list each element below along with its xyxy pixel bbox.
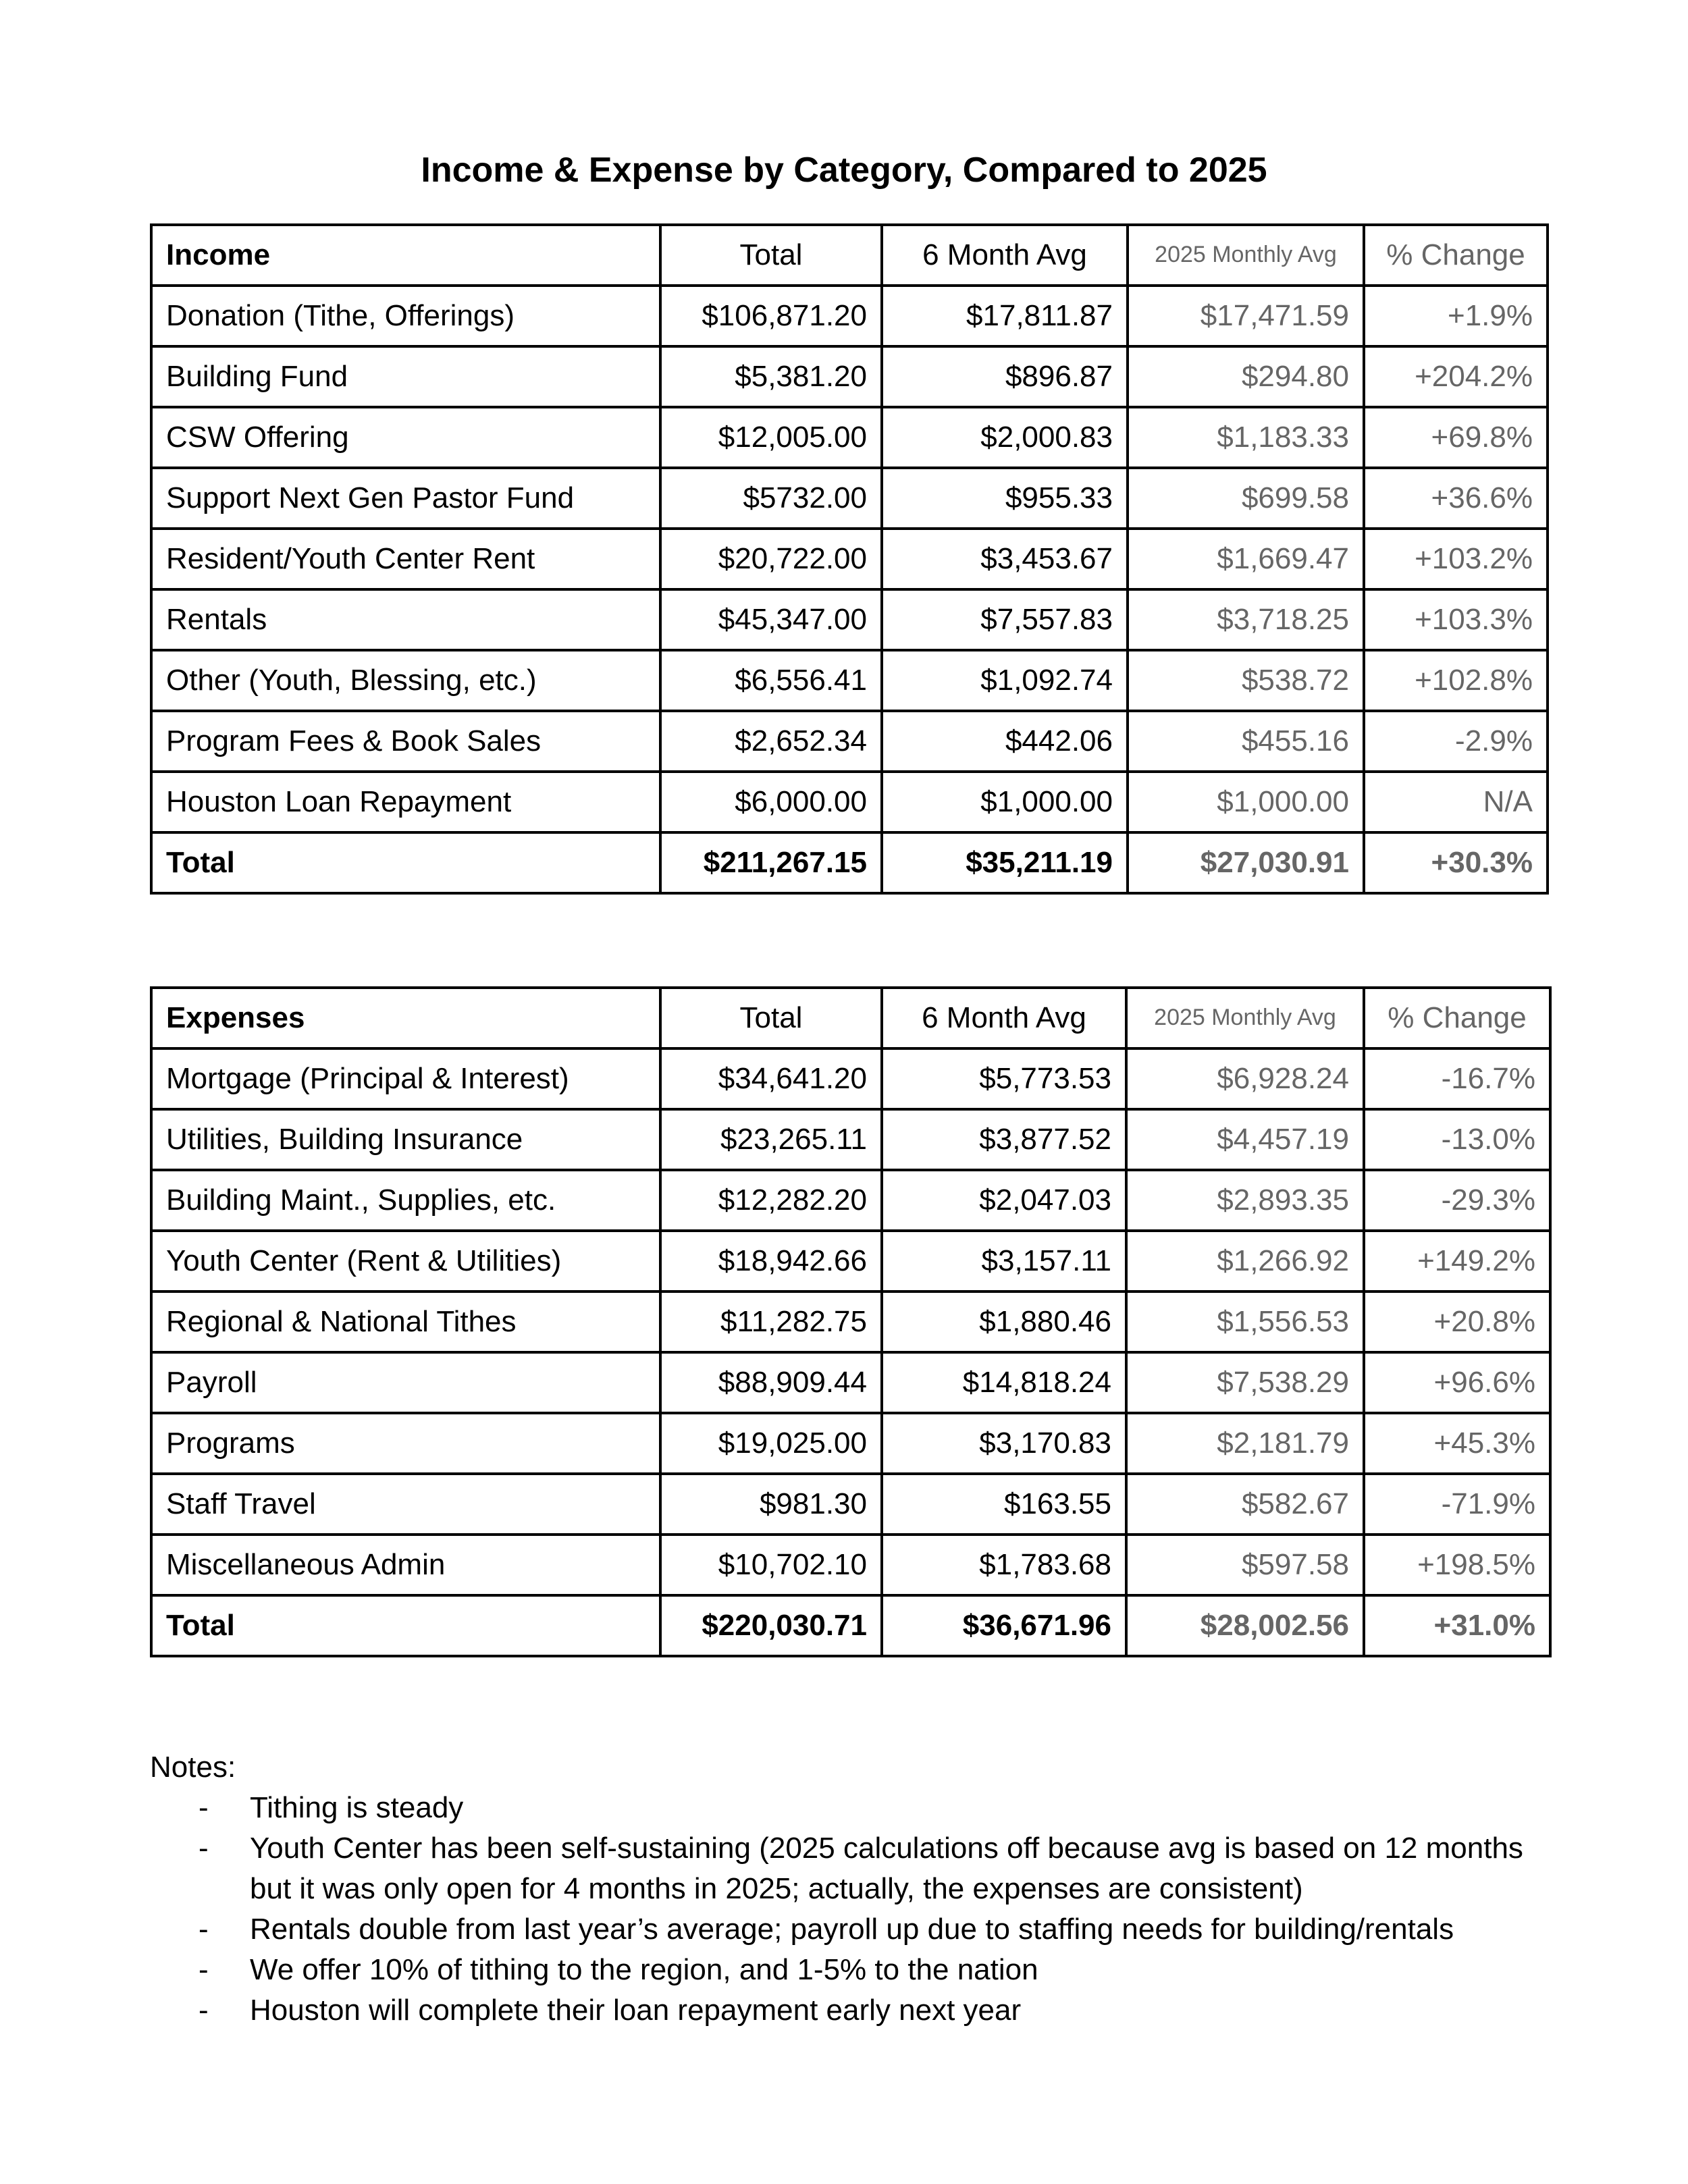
percent-change-cell: +198.5%	[1364, 1535, 1550, 1595]
six-month-avg-cell: $896.87	[882, 346, 1128, 407]
six-month-avg-cell: $1,092.74	[882, 650, 1128, 711]
percent-change-cell: +1.9%	[1364, 286, 1548, 346]
table-row	[151, 529, 1548, 589]
percent-change-cell: +103.3%	[1364, 589, 1548, 650]
prev-monthly-avg-cell: $582.67	[1126, 1474, 1364, 1535]
six-month-avg-cell: $442.06	[882, 711, 1128, 772]
table-row	[151, 1291, 1550, 1352]
category-cell: Total	[151, 1595, 660, 1656]
category-cell: Program Fees & Book Sales	[151, 711, 660, 772]
category-cell: Staff Travel	[151, 1474, 660, 1535]
total-cell: $12,282.20	[660, 1170, 882, 1231]
table-row	[151, 1474, 1550, 1535]
category-cell: Total	[151, 832, 660, 893]
category-cell: Other (Youth, Blessing, etc.)	[151, 650, 660, 711]
total-cell: $220,030.71	[660, 1595, 882, 1656]
prev-monthly-avg-cell: $699.58	[1128, 468, 1364, 529]
six-month-avg-cell: $7,557.83	[882, 589, 1128, 650]
total-cell: $2,652.34	[660, 711, 882, 772]
six-month-avg-cell: $3,453.67	[882, 529, 1128, 589]
six-month-avg-cell: $1,000.00	[882, 772, 1128, 832]
prev-monthly-avg-cell: $1,000.00	[1128, 772, 1364, 832]
table-header-row	[151, 988, 1550, 1048]
category-cell: Expenses	[151, 988, 660, 1048]
six-month-avg-cell: $163.55	[882, 1474, 1126, 1535]
category-cell: Youth Center (Rent & Utilities)	[151, 1231, 660, 1291]
note-bullet: -	[199, 1791, 209, 1824]
total-cell: Total	[660, 988, 882, 1048]
total-cell: $981.30	[660, 1474, 882, 1535]
prev-monthly-avg-cell: $2,893.35	[1126, 1170, 1364, 1231]
percent-change-cell: +149.2%	[1364, 1231, 1550, 1291]
total-cell: $34,641.20	[660, 1048, 882, 1109]
category-cell: Mortgage (Principal & Interest)	[151, 1048, 660, 1109]
income-table	[150, 223, 1549, 895]
percent-change-cell: -16.7%	[1364, 1048, 1550, 1109]
table-row	[151, 1231, 1550, 1291]
table-header-row	[151, 225, 1548, 286]
prev-monthly-avg-cell: $3,718.25	[1128, 589, 1364, 650]
expense-table	[150, 986, 1552, 1657]
percent-change-cell: +20.8%	[1364, 1291, 1550, 1352]
prev-monthly-avg-cell: $597.58	[1126, 1535, 1364, 1595]
note-text: Tithing is steady	[250, 1791, 464, 1824]
table-row	[151, 1352, 1550, 1413]
six-month-avg-cell: $5,773.53	[882, 1048, 1126, 1109]
category-cell: Building Maint., Supplies, etc.	[151, 1170, 660, 1231]
prev-monthly-avg-cell: $1,669.47	[1128, 529, 1364, 589]
category-cell: Income	[151, 225, 660, 286]
page-title: Income & Expense by Category, Compared to 2025	[421, 151, 1267, 190]
table-row	[151, 1170, 1550, 1231]
six-month-avg-cell: $2,047.03	[882, 1170, 1126, 1231]
note-bullet: -	[199, 1953, 209, 1986]
category-cell: Rentals	[151, 589, 660, 650]
category-cell: Houston Loan Repayment	[151, 772, 660, 832]
six-month-avg-cell: $17,811.87	[882, 286, 1128, 346]
six-month-avg-cell: $1,783.68	[882, 1535, 1126, 1595]
percent-change-cell: +69.8%	[1364, 407, 1548, 468]
total-cell: $19,025.00	[660, 1413, 882, 1474]
six-month-avg-cell: $955.33	[882, 468, 1128, 529]
note-bullet: -	[199, 1832, 209, 1865]
prev-monthly-avg-cell: $6,928.24	[1126, 1048, 1364, 1109]
prev-monthly-avg-cell: $294.80	[1128, 346, 1364, 407]
table-row	[151, 346, 1548, 407]
percent-change-cell: -29.3%	[1364, 1170, 1550, 1231]
total-cell: $88,909.44	[660, 1352, 882, 1413]
note-item	[150, 1990, 1568, 2031]
total-cell: $106,871.20	[660, 286, 882, 346]
category-cell: Utilities, Building Insurance	[151, 1109, 660, 1170]
table-total-row	[151, 832, 1548, 893]
category-cell: Building Fund	[151, 346, 660, 407]
table-row	[151, 772, 1548, 832]
notes-heading: Notes:	[150, 1751, 236, 1784]
table-row	[151, 589, 1548, 650]
total-cell: $45,347.00	[660, 589, 882, 650]
percent-change-cell: +31.0%	[1364, 1595, 1550, 1656]
prev-monthly-avg-cell: $1,556.53	[1126, 1291, 1364, 1352]
note-text: We offer 10% of tithing to the region, and 1-5% to the nation	[250, 1953, 1038, 1986]
percent-change-cell: +103.2%	[1364, 529, 1548, 589]
percent-change-cell: +102.8%	[1364, 650, 1548, 711]
total-cell: $18,942.66	[660, 1231, 882, 1291]
six-month-avg-cell: 6 Month Avg	[882, 988, 1126, 1048]
note-bullet: -	[199, 1994, 209, 2027]
table-row	[151, 711, 1548, 772]
percent-change-cell: % Change	[1364, 988, 1550, 1048]
six-month-avg-cell: $3,877.52	[882, 1109, 1126, 1170]
table-row	[151, 1413, 1550, 1474]
six-month-avg-cell: $1,880.46	[882, 1291, 1126, 1352]
table-row	[151, 650, 1548, 711]
percent-change-cell: +30.3%	[1364, 832, 1548, 893]
percent-change-cell: +96.6%	[1364, 1352, 1550, 1413]
prev-monthly-avg-cell: $7,538.29	[1126, 1352, 1364, 1413]
note-text: Houston will complete their loan repayment early next year	[250, 1994, 1022, 2027]
note-item	[150, 1909, 1568, 1950]
prev-monthly-avg-cell: $27,030.91	[1128, 832, 1364, 893]
six-month-avg-cell: $3,157.11	[882, 1231, 1126, 1291]
percent-change-cell: +45.3%	[1364, 1413, 1550, 1474]
total-cell: $11,282.75	[660, 1291, 882, 1352]
table-row	[151, 1048, 1550, 1109]
category-cell: Resident/Youth Center Rent	[151, 529, 660, 589]
table-row	[151, 407, 1548, 468]
percent-change-cell: -71.9%	[1364, 1474, 1550, 1535]
six-month-avg-cell: $2,000.83	[882, 407, 1128, 468]
note-item	[150, 1950, 1568, 1990]
prev-monthly-avg-cell: $4,457.19	[1126, 1109, 1364, 1170]
prev-monthly-avg-cell: $1,266.92	[1126, 1231, 1364, 1291]
table-row	[151, 286, 1548, 346]
category-cell: Payroll	[151, 1352, 660, 1413]
prev-monthly-avg-cell: $28,002.56	[1126, 1595, 1364, 1656]
total-cell: $12,005.00	[660, 407, 882, 468]
category-cell: Donation (Tithe, Offerings)	[151, 286, 660, 346]
category-cell: CSW Offering	[151, 407, 660, 468]
six-month-avg-cell: $35,211.19	[882, 832, 1128, 893]
total-cell: $6,000.00	[660, 772, 882, 832]
total-cell: $5732.00	[660, 468, 882, 529]
notes-section	[150, 1747, 1568, 2031]
category-cell: Miscellaneous Admin	[151, 1535, 660, 1595]
category-cell: Support Next Gen Pastor Fund	[151, 468, 660, 529]
note-text: Rentals double from last year’s average; payroll up due to staffing needs for building/rentals	[250, 1913, 1454, 1946]
note-item	[150, 1828, 1568, 1909]
table-total-row	[151, 1595, 1550, 1656]
six-month-avg-cell: 6 Month Avg	[882, 225, 1128, 286]
prev-monthly-avg-cell: $538.72	[1128, 650, 1364, 711]
total-cell: $10,702.10	[660, 1535, 882, 1595]
prev-monthly-avg-cell: 2025 Monthly Avg	[1128, 225, 1364, 286]
total-cell: $20,722.00	[660, 529, 882, 589]
total-cell: $6,556.41	[660, 650, 882, 711]
percent-change-cell: % Change	[1364, 225, 1548, 286]
six-month-avg-cell: $36,671.96	[882, 1595, 1126, 1656]
percent-change-cell: +204.2%	[1364, 346, 1548, 407]
notes-list	[150, 1788, 1568, 2031]
percent-change-cell: -13.0%	[1364, 1109, 1550, 1170]
category-cell: Programs	[151, 1413, 660, 1474]
note-text: Youth Center has been self-sustaining (2025 calculations off because avg is based on 12 months but it was only open for 4 months in 2025; actually, the expenses are consistent)	[250, 1832, 1523, 1905]
note-item	[150, 1788, 1568, 1828]
total-cell: $23,265.11	[660, 1109, 882, 1170]
percent-change-cell: -2.9%	[1364, 711, 1548, 772]
total-cell: Total	[660, 225, 882, 286]
prev-monthly-avg-cell: $1,183.33	[1128, 407, 1364, 468]
prev-monthly-avg-cell: $2,181.79	[1126, 1413, 1364, 1474]
total-cell: $211,267.15	[660, 832, 882, 893]
six-month-avg-cell: $3,170.83	[882, 1413, 1126, 1474]
prev-monthly-avg-cell: 2025 Monthly Avg	[1126, 988, 1364, 1048]
note-bullet: -	[199, 1913, 209, 1946]
table-row	[151, 1109, 1550, 1170]
prev-monthly-avg-cell: $17,471.59	[1128, 286, 1364, 346]
category-cell: Regional & National Tithes	[151, 1291, 660, 1352]
percent-change-cell: N/A	[1364, 772, 1548, 832]
total-cell: $5,381.20	[660, 346, 882, 407]
table-row	[151, 468, 1548, 529]
prev-monthly-avg-cell: $455.16	[1128, 711, 1364, 772]
six-month-avg-cell: $14,818.24	[882, 1352, 1126, 1413]
percent-change-cell: +36.6%	[1364, 468, 1548, 529]
table-row	[151, 1535, 1550, 1595]
